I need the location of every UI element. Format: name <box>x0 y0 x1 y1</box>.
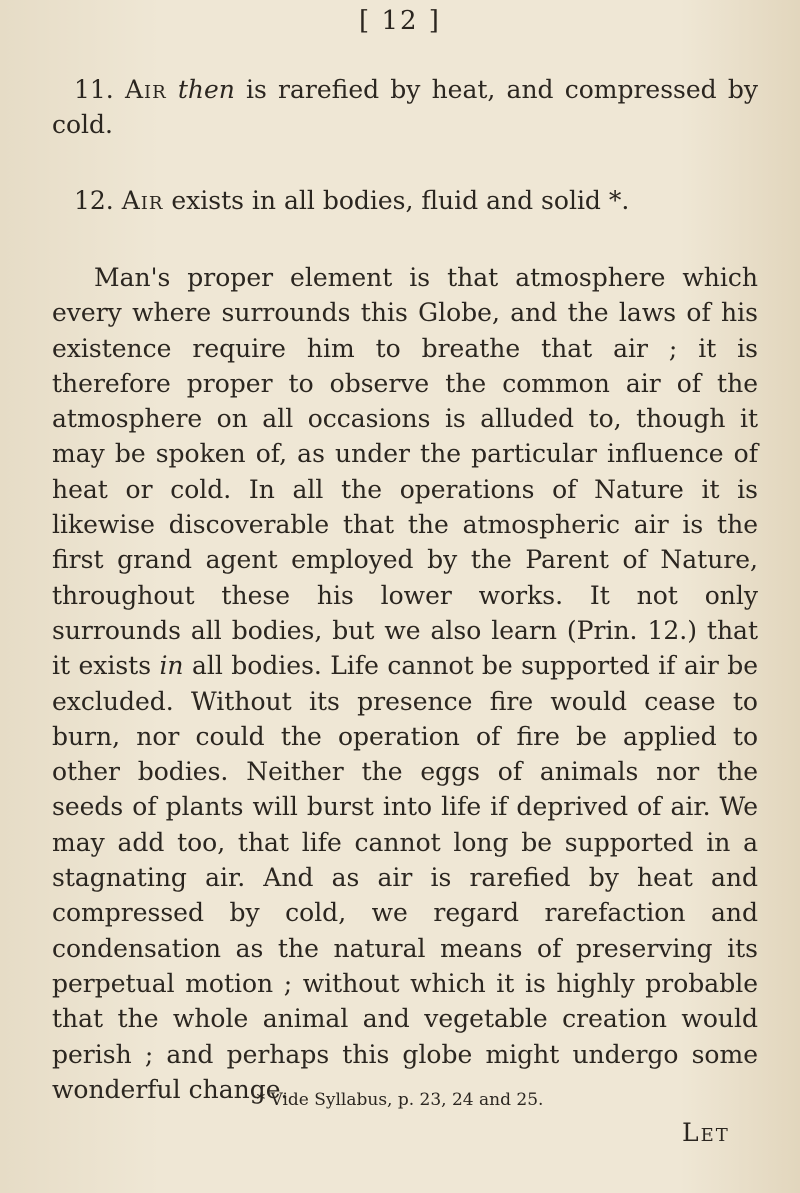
body-text-part1: Man's proper element is that atmosphere which every where surrounds this Globe, and the laws of his existence require him to breathe that air ; it is therefore proper to observe the common air of the atmosphere on all occasions is alluded to, though it may be spoken of, as under the particular influence of heat or cold. In all the operations of Nature it is likewise discoverable that the atmospheric air is the first grand agent employed by the Parent of Nature, throughout these his lower works. It not only surrounds all bodies, but we also learn (Prin. 12.) that it exists <box>52 263 758 681</box>
principle-12-air: Air <box>121 186 164 215</box>
principle-12-text: exists in all bodies, fluid and solid *. <box>163 186 630 215</box>
body-text-in: in <box>159 651 184 681</box>
body-text-part2: all bodies. Life cannot be supported if air be excluded. Without its presence fire would cease to burn, nor could the operation of fire be applied to other bodies. Neither the eggs of animals nor the seeds of plants will burst into life if deprived of air. We may add too, that life cannot long be supported in a stagnating air. And as air is rarefied by heat and compressed by cold, we regard rarefaction and condensation as the natural means of preserving its perpetual motion ; without which it is highly probable that the whole animal and vegetable creation would perish ; and perhaps this globe might undergo some wonderful change. <box>52 651 758 1104</box>
body-paragraph <box>52 260 758 1107</box>
principle-11-number: 11. <box>74 75 114 104</box>
principle-11-then: then <box>177 75 235 104</box>
principle-11-space <box>167 75 178 104</box>
page-number: [ 12 ] <box>359 6 441 36</box>
footnote: * Vide Syllabus, p. 23, 24 and 25. <box>256 1090 544 1110</box>
principle-11 <box>52 72 758 143</box>
principle-12-number: 12. <box>74 186 114 215</box>
principle-11-air: Air <box>124 75 167 104</box>
principle-11-text: is rarefied by heat, and compressed by cold. <box>52 75 758 140</box>
catchword: Let <box>682 1118 730 1147</box>
principle-12 <box>52 183 758 218</box>
